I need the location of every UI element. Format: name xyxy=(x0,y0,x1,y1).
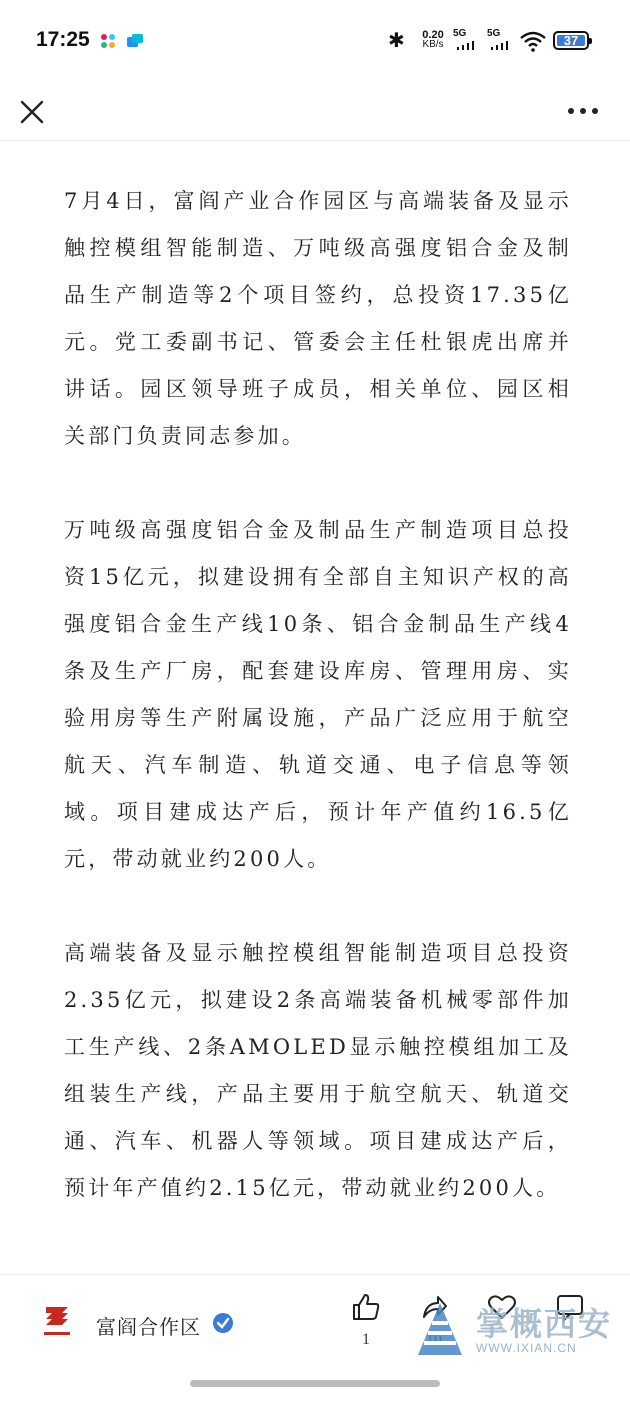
like-button[interactable] xyxy=(346,1291,386,1349)
watermark-text: 掌概西安 xyxy=(476,1305,613,1343)
article-paragraph: 高端装备及显示触控模组智能制造项目总投资2.35亿元，拟建设2条高端装备机械零部件加工生产线、2条AMOLED显示触控模组加工及组装生产线，产品主要用于航空航天、轨道交通、汽车、机器人等领域。项目建成达产后，预计年产值约2.15亿元，带动就业约200人。 xyxy=(64,941,572,1200)
thumbs-up-icon xyxy=(350,1291,382,1323)
battery-level: 37 xyxy=(557,35,585,46)
status-bar xyxy=(0,0,630,82)
home-indicator[interactable] xyxy=(190,1380,440,1387)
network-speed: 0.20 KB/s xyxy=(422,29,444,50)
account-logo-icon[interactable] xyxy=(40,1303,74,1341)
top-nav-bar xyxy=(0,82,630,141)
app-notification-icon xyxy=(100,33,116,49)
signal-icon: 5G xyxy=(453,28,483,52)
scrolled-content-fragment xyxy=(300,142,360,160)
watermark-url: WWW.IXIAN.CN xyxy=(476,1341,577,1355)
close-icon[interactable] xyxy=(16,96,48,128)
status-time: 17:25 xyxy=(36,28,90,51)
battery-icon xyxy=(553,31,589,50)
app-notification-icon-2 xyxy=(126,33,144,49)
more-icon[interactable] xyxy=(568,104,604,118)
article-body xyxy=(64,178,572,1259)
bluetooth-icon: ✱ xyxy=(388,28,405,52)
wifi-icon xyxy=(520,30,546,52)
verified-badge-icon xyxy=(212,1312,234,1334)
like-count: 1 xyxy=(362,1331,370,1348)
article-paragraph: 7月4日，富阎产业合作园区与高端装备及显示触控模组智能制造、万吨级高强度铝合金及制品生产制造等2个项目签约，总投资17.35亿元。党工委副书记、管委会主任杜银虎出席并讲话。园区领导班子成员，相关单位、园区相关部门负责同志参加。 xyxy=(64,189,572,448)
signal-icon-2: 5G xyxy=(487,28,517,52)
article-paragraph: 万吨级高强度铝合金及制品生产制造项目总投资15亿元，拟建设拥有全部自主知识产权的高强度铝合金生产线10条、铝合金制品生产线4条及生产厂房，配套建设库房、管理用房、实验用房等生产附属设施，产品广泛应用于航空航天、汽车制造、轨道交通、电子信息等领域。项目建成达产后，预计年产值约16.5亿元，带动就业约200人。 xyxy=(64,518,572,871)
account-name[interactable]: 富阎合作区 xyxy=(96,1315,201,1339)
